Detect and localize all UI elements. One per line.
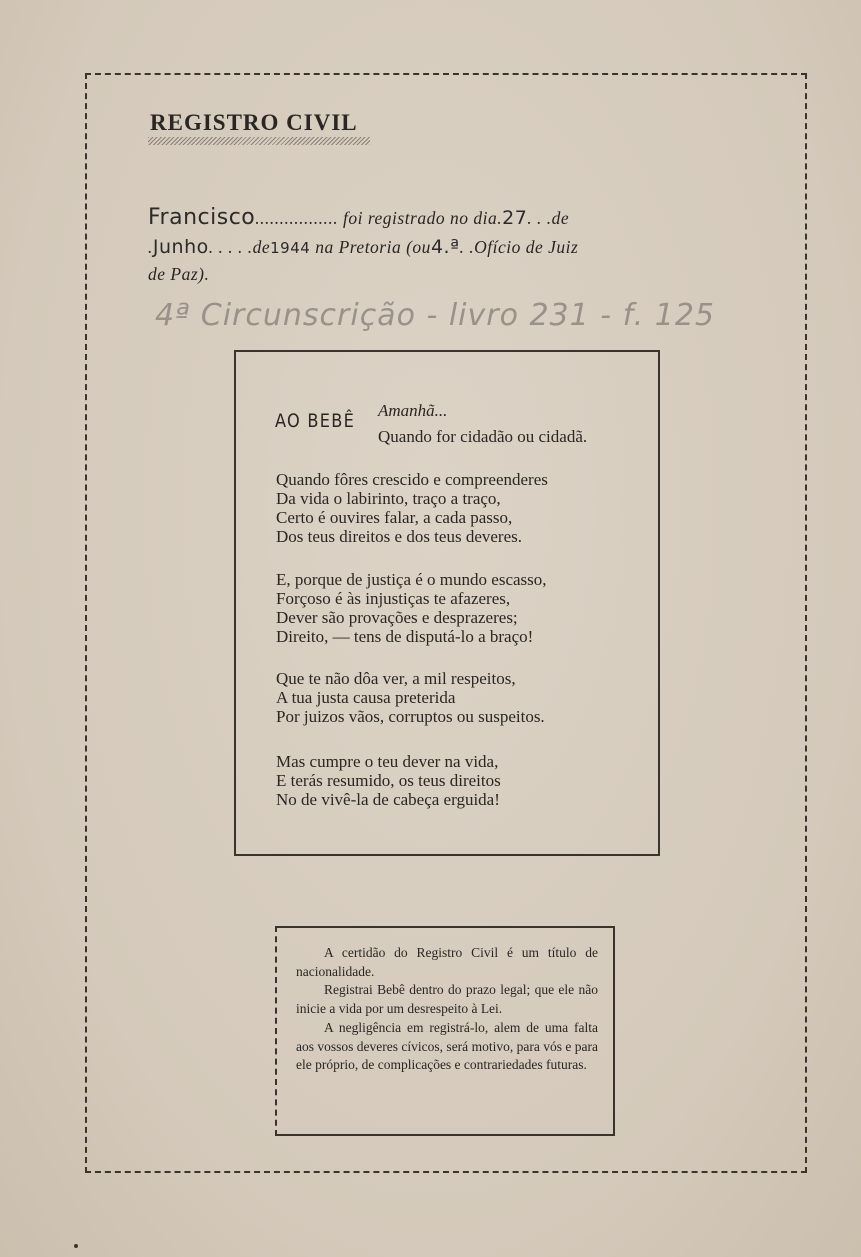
notice-paragraph: A certidão do Registro Civil é um título de nacionalidade.: [296, 945, 598, 979]
section-title: REGISTRO CIVIL: [150, 110, 358, 135]
handwritten-day: 27: [502, 207, 528, 229]
poem-line: Forçoso é às injustiças te afazeres,: [276, 589, 511, 608]
poem-epigraph: [378, 398, 587, 450]
poem-line: E terás resumido, os teus direitos: [276, 771, 501, 790]
notice-text: [296, 944, 598, 1075]
poem-line: E, porque de justiça é o mundo escasso,: [276, 570, 547, 589]
poem-line: No de vivê-la de cabeça erguida!: [276, 790, 500, 809]
title-underline-hatch: [148, 137, 370, 145]
poem-line: Da vida o labirinto, traço a traço,: [276, 489, 501, 508]
text-registered: foi registrado no dia: [338, 208, 498, 228]
poem-stanza-3: [276, 669, 545, 726]
handwritten-month: Junho: [152, 236, 209, 258]
poem-line: Direito, — tens de disputá-lo a braço!: [276, 627, 534, 646]
epigraph-line-2: Quando for cidadão ou cidadã.: [378, 427, 588, 446]
handwritten-year: 1944: [270, 239, 311, 257]
registration-line-1: Francisco................. foi registrado no dia.27. . .de: [148, 205, 570, 230]
text-de: de: [551, 208, 570, 228]
poem-line: Quando fôres crescido e compreenderes: [276, 470, 548, 489]
ink-speck: [74, 1244, 78, 1248]
pencil-annotation: 4ª Circunscrição - livro 231 - f. 125: [155, 298, 715, 333]
text-oficio: Ofício de Juiz: [474, 237, 579, 257]
notice-paragraph: A negligência em registrá-lo, alem de uma falta aos vossos deveres cívicos, será motivo, para vós e para ele próprio, de complicações e contrariedades futuras.: [296, 1019, 598, 1073]
text-de-paz: de Paz).: [148, 264, 210, 284]
handwritten-office: 4.ª: [430, 236, 460, 258]
registration-line-2: .Junho. . . . .de1944 na Pretoria (ou4.ª. .Ofício de Juiz: [148, 236, 579, 258]
poem-stanza-2: [276, 570, 547, 646]
poem-line: Mas cumpre o teu dever na vida,: [276, 752, 499, 771]
poem-line: Que te não dôa ver, a mil respeitos,: [276, 669, 516, 688]
poem-line: Dos teus direitos e dos teus deveres.: [276, 527, 522, 546]
epigraph-line-1: Amanhã...: [378, 401, 448, 420]
poem-stanza-1: [276, 470, 548, 546]
registration-line-3: [148, 264, 758, 285]
handwritten-name: Francisco: [148, 205, 256, 230]
notice-paragraph: Registrai Bebê dentro do prazo legal; que ele não inicie a vida por um desrespeito à Lei.: [296, 982, 598, 1017]
text-de2: de: [252, 237, 271, 257]
poem-stanza-4: [276, 752, 501, 809]
poem-line: A tua justa causa preterida: [276, 688, 456, 707]
poem-line: Dever são provações e desprazeres;: [276, 608, 518, 627]
poem-title: AO BEBÊ: [275, 410, 356, 432]
poem-line: Certo é ouvires falar, a cada passo,: [276, 508, 513, 527]
text-pretoria: na Pretoria (ou: [315, 237, 431, 257]
poem-line: Por juizos vãos, corruptos ou suspeitos.: [276, 707, 545, 726]
